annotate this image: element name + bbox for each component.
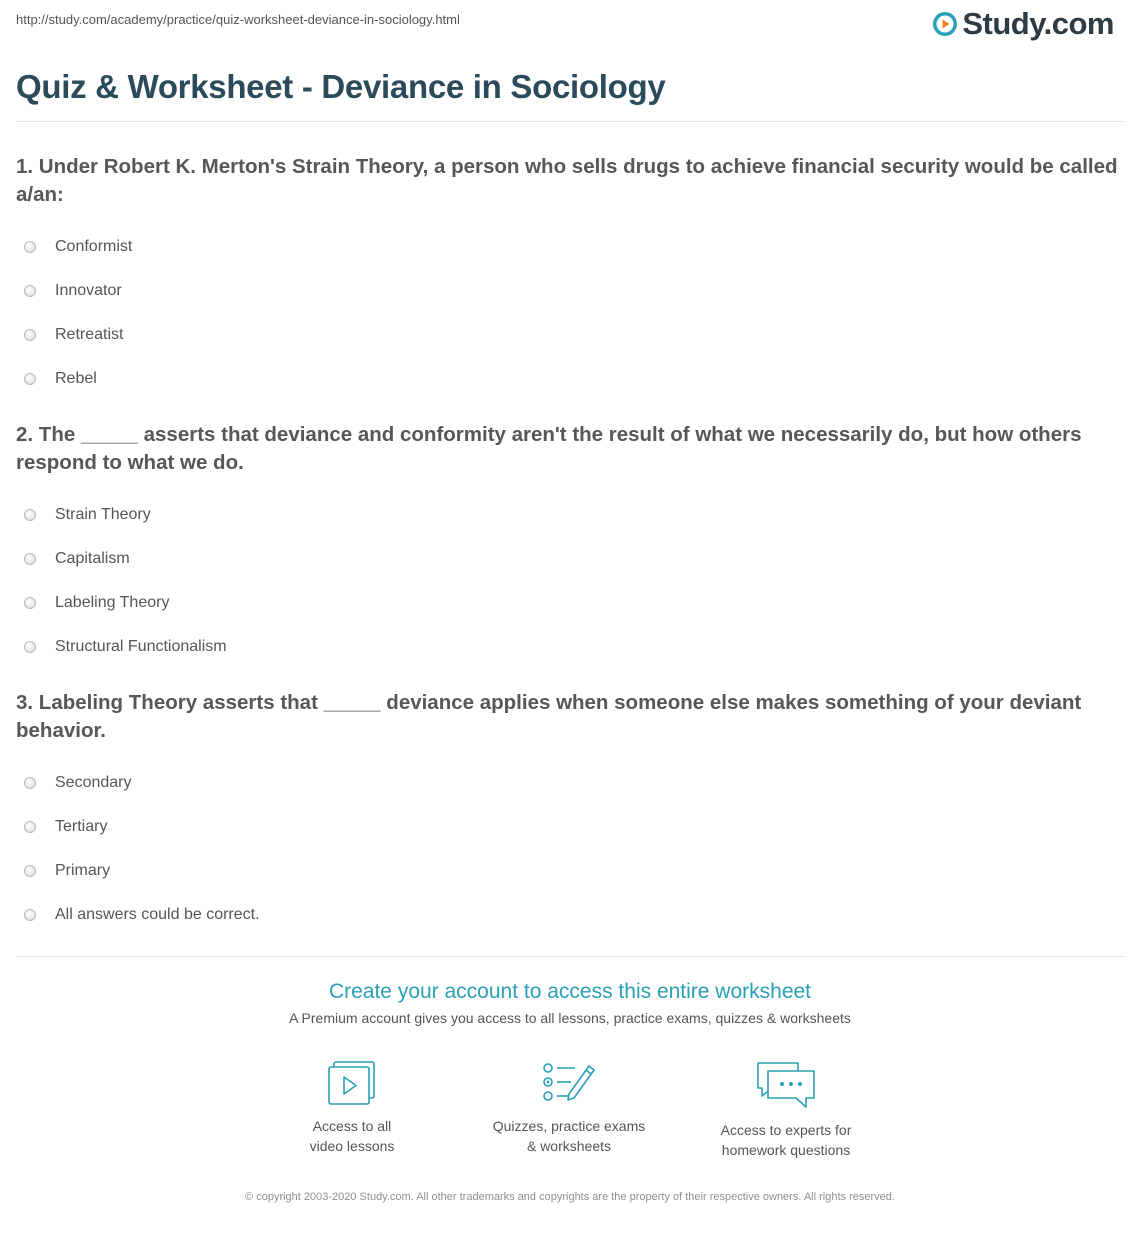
- title-divider: [16, 121, 1124, 122]
- question-3: [16, 689, 1124, 937]
- question-text: 3. Labeling Theory asserts that _____ deviance applies when someone else makes something of your deviant behavior.: [16, 691, 1082, 742]
- radio-button[interactable]: [24, 329, 36, 341]
- question-1: [16, 153, 1124, 401]
- radio-button[interactable]: [24, 285, 36, 297]
- feature-line: Quizzes, practice exams: [492, 1118, 646, 1134]
- radio-button[interactable]: [24, 777, 36, 789]
- radio-button[interactable]: [24, 641, 36, 653]
- question-2: [16, 421, 1124, 669]
- answer-option[interactable]: [16, 225, 1124, 269]
- answer-options: [16, 493, 1124, 669]
- answer-option[interactable]: [16, 625, 1124, 669]
- answer-option[interactable]: [16, 269, 1124, 313]
- page-url: http://study.com/academy/practice/quiz-worksheet-deviance-in-sociology.html: [16, 12, 460, 27]
- answer-option[interactable]: [16, 537, 1124, 581]
- option-label: All answers could be correct.: [55, 906, 260, 923]
- radio-button[interactable]: [24, 865, 36, 877]
- feature-line: homework questions: [721, 1142, 851, 1158]
- answer-option[interactable]: [16, 761, 1124, 805]
- feature-video-lessons: [252, 1060, 452, 1156]
- cta-subtitle: A Premium account gives you access to all lessons, practice exams, quizzes & worksheets: [289, 1010, 851, 1026]
- feature-experts: [686, 1060, 886, 1160]
- option-label: Labeling Theory: [55, 594, 170, 611]
- radio-button[interactable]: [24, 909, 36, 921]
- answer-option[interactable]: [16, 893, 1124, 937]
- feature-quizzes: [469, 1060, 669, 1156]
- option-label: Strain Theory: [55, 506, 151, 523]
- option-label: Structural Functionalism: [55, 638, 227, 655]
- question-text: 1. Under Robert K. Merton's Strain Theory, a person who sells drugs to achieve financial security would be called a/an:: [16, 155, 1118, 206]
- radio-button[interactable]: [24, 597, 36, 609]
- feature-line: & worksheets: [526, 1138, 612, 1154]
- feature-line: video lessons: [309, 1138, 395, 1154]
- study-logo[interactable]: [932, 6, 1114, 42]
- video-lessons-icon: [326, 1060, 378, 1106]
- radio-button[interactable]: [24, 553, 36, 565]
- radio-button[interactable]: [24, 373, 36, 385]
- option-label: Innovator: [55, 282, 122, 299]
- cta-divider: [16, 956, 1124, 957]
- answer-option[interactable]: [16, 357, 1124, 401]
- study-play-icon: [932, 11, 958, 37]
- question-text: 2. The _____ asserts that deviance and conformity aren't the result of what we necessarily do, but how others respond to what we do.: [16, 423, 1082, 474]
- answer-options: [16, 225, 1124, 401]
- answer-option[interactable]: [16, 493, 1124, 537]
- answer-options: [16, 761, 1124, 937]
- feature-line: Access to experts for: [720, 1122, 852, 1138]
- option-label: Conformist: [55, 238, 133, 255]
- radio-button[interactable]: [24, 509, 36, 521]
- radio-button[interactable]: [24, 241, 36, 253]
- option-label: Retreatist: [55, 326, 124, 343]
- quiz-checklist-icon: [541, 1060, 597, 1106]
- option-label: Tertiary: [55, 818, 108, 835]
- option-label: Capitalism: [55, 550, 130, 567]
- option-label: Primary: [55, 862, 111, 879]
- feature-line: Access to all: [312, 1118, 392, 1134]
- copyright-text: © copyright 2003-2020 Study.com. All other trademarks and copyrights are the property of their respective owners. All rights reserved.: [245, 1191, 895, 1203]
- answer-option[interactable]: [16, 849, 1124, 893]
- radio-button[interactable]: [24, 821, 36, 833]
- create-account-link[interactable]: Create your account to access this entire worksheet: [328, 980, 812, 1003]
- answer-option[interactable]: [16, 581, 1124, 625]
- page-title: Quiz & Worksheet - Deviance in Sociology: [16, 68, 666, 105]
- answer-option[interactable]: [16, 313, 1124, 357]
- option-label: Secondary: [55, 774, 132, 791]
- expert-chat-icon: [754, 1060, 818, 1110]
- logo-text: Study.com: [962, 6, 1114, 41]
- answer-option[interactable]: [16, 805, 1124, 849]
- option-label: Rebel: [55, 370, 97, 387]
